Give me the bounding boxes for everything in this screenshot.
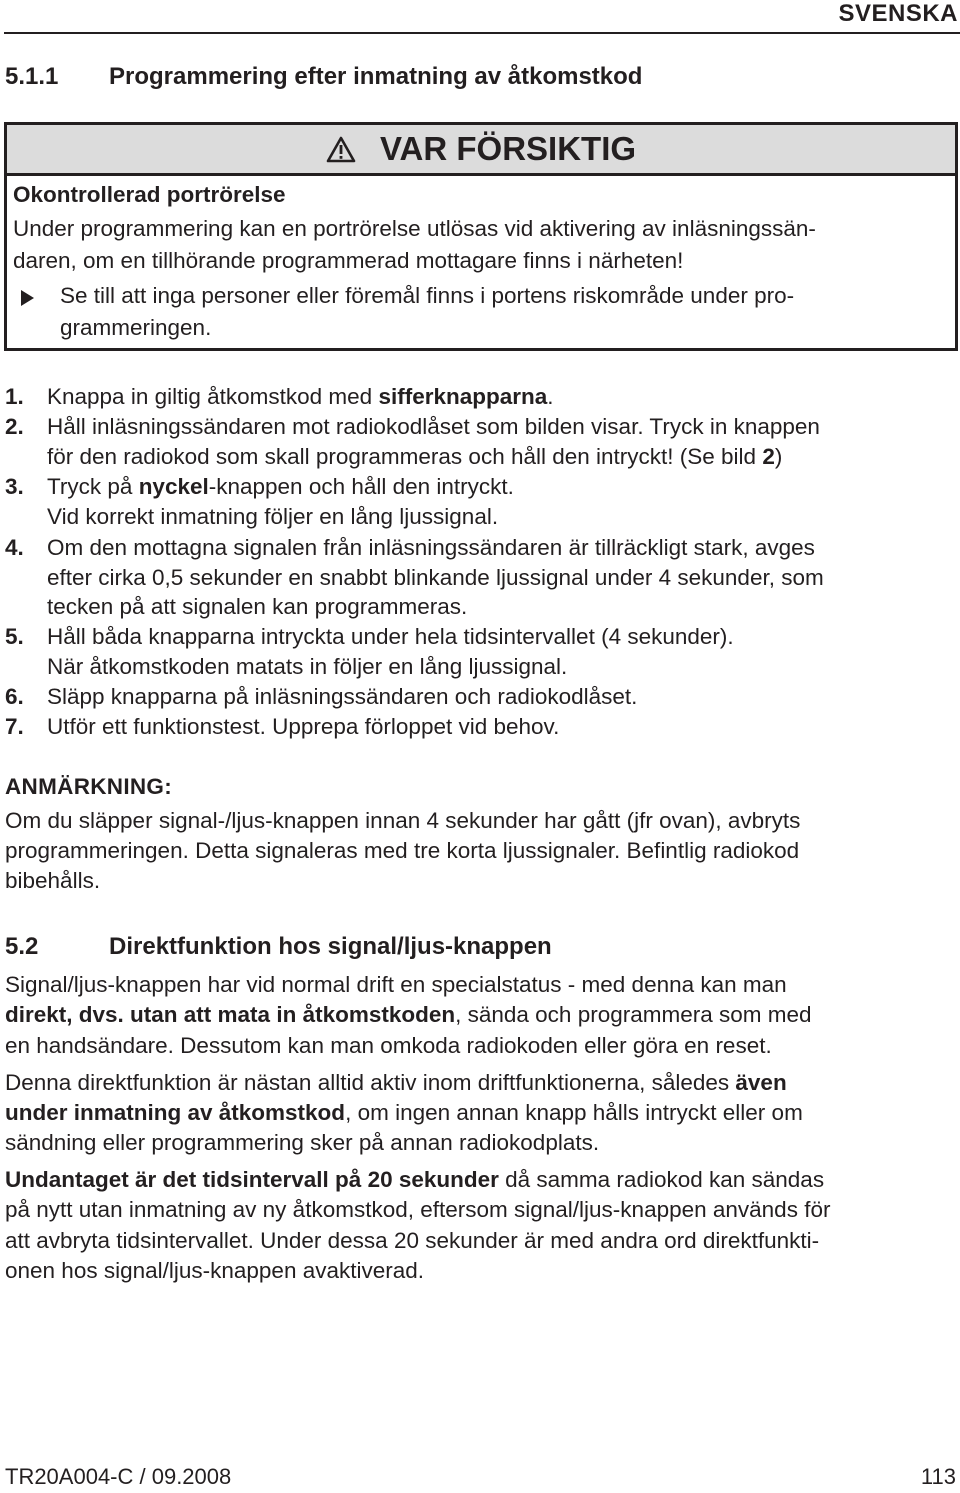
warning-header <box>7 125 955 176</box>
step-text: Tryck på nyckel-knappen och håll den intryckt. <box>47 474 514 499</box>
paragraph-line: under inmatning av åtkomstkod, om ingen annan knapp hålls intryckt eller om <box>5 1100 803 1125</box>
step-text: Utför ett funktionstest. Upprepa förloppet vid behov. <box>47 714 560 739</box>
note-text: Om du släpper signal-/ljus-knappen innan 4 sekunder har gått (jfr ovan), avbryts <box>5 808 801 833</box>
arrow-bullet-icon <box>21 283 34 313</box>
step-number: 2. <box>5 414 24 439</box>
step-number: 4. <box>5 535 24 560</box>
step-number: 6. <box>5 684 24 709</box>
step-text: När åtkomstkoden matats in följer en lång ljussignal. <box>47 654 568 679</box>
warning-text-line: Under programmering kan en portrörelse utlösas vid aktivering av inläsningssän- <box>13 216 816 241</box>
warning-box <box>4 122 958 351</box>
paragraph-line: direkt, dvs. utan att mata in åtkomstkoden, sända och programmera som med <box>5 1002 812 1027</box>
step-text: tecken på att signalen kan programmeras. <box>47 594 468 619</box>
paragraph-line: på nytt utan inmatning av ny åtkomstkod, eftersom signal/ljus-knappen används för <box>5 1197 831 1222</box>
section-title: Direktfunktion hos signal/ljus-knappen <box>109 933 552 960</box>
document-code: TR20A004-C / 09.2008 <box>5 1464 232 1489</box>
paragraph-line: att avbryta tidsintervallet. Under dessa 20 sekunder är med andra ord direktfunkti- <box>5 1228 820 1253</box>
warning-subtitle: Okontrollerad portrörelse <box>13 182 286 207</box>
paragraph-line: Signal/ljus-knappen har vid normal drift en specialstatus - med denna kan man <box>5 972 787 997</box>
paragraph-line: onen hos signal/ljus-knappen avaktiverad. <box>5 1258 425 1283</box>
step-number: 5. <box>5 624 24 649</box>
step-number: 1. <box>5 384 24 409</box>
section-5-1-1-heading <box>5 63 642 91</box>
step-text: Håll inläsningssändaren mot radiokodlåset som bilden visar. Tryck in knappen <box>47 414 820 439</box>
step-text: för den radiokod som skall programmeras och håll den intryckt! (Se bild 2) <box>47 444 783 469</box>
note-heading: ANMÄRKNING: <box>5 774 173 799</box>
warning-action-line: Se till att inga personer eller föremål finns i portens riskområde under pro- <box>60 283 795 308</box>
language-label: SVENSKA <box>838 0 958 27</box>
paragraph-line: Denna direktfunktion är nästan alltid aktiv inom driftfunktionerna, således även <box>5 1070 787 1095</box>
warning-text-line: daren, om en tillhörande programmerad mottagare finns i närheten! <box>13 248 684 273</box>
step-text: Vid korrekt inmatning följer en lång ljussignal. <box>47 504 499 529</box>
header-rule <box>4 32 960 34</box>
step-text: Släpp knapparna på inläsningssändaren och radiokodlåset. <box>47 684 638 709</box>
section-5-2-heading <box>5 933 552 961</box>
section-number: 5.1.1 <box>5 63 59 90</box>
warning-title: VAR FÖRSIKTIG <box>379 130 637 167</box>
note-text: programmeringen. Detta signaleras med tre korta ljussignaler. Befintlig radiokod <box>5 838 800 863</box>
section-title: Programmering efter inmatning av åtkomstkod <box>109 63 643 90</box>
step-text: Håll båda knapparna intryckta under hela tidsintervallet (4 sekunder). <box>47 624 734 649</box>
step-text: efter cirka 0,5 sekunder en snabbt blinkande ljussignal under 4 sekunder, som <box>47 565 824 590</box>
step-number: 7. <box>5 714 24 739</box>
paragraph-line: en handsändare. Dessutom kan man omkoda radiokoden eller göra en reset. <box>5 1033 772 1058</box>
step-number: 3. <box>5 474 24 499</box>
note-text: bibehålls. <box>5 868 101 893</box>
warning-action-line: grammeringen. <box>60 315 212 340</box>
step-text: Knappa in giltig åtkomstkod med sifferknapparna. <box>47 384 554 409</box>
paragraph-line: Undantaget är det tidsintervall på 20 sekunder då samma radiokod kan sändas <box>5 1167 825 1192</box>
warning-triangle-icon <box>326 136 356 168</box>
page-number: 113 <box>920 1464 956 1489</box>
paragraph-line: sändning eller programmering sker på annan radiokodplats. <box>5 1130 600 1155</box>
step-text: Om den mottagna signalen från inläsningssändaren är tillräckligt stark, avges <box>47 535 815 560</box>
section-number: 5.2 <box>5 933 39 960</box>
